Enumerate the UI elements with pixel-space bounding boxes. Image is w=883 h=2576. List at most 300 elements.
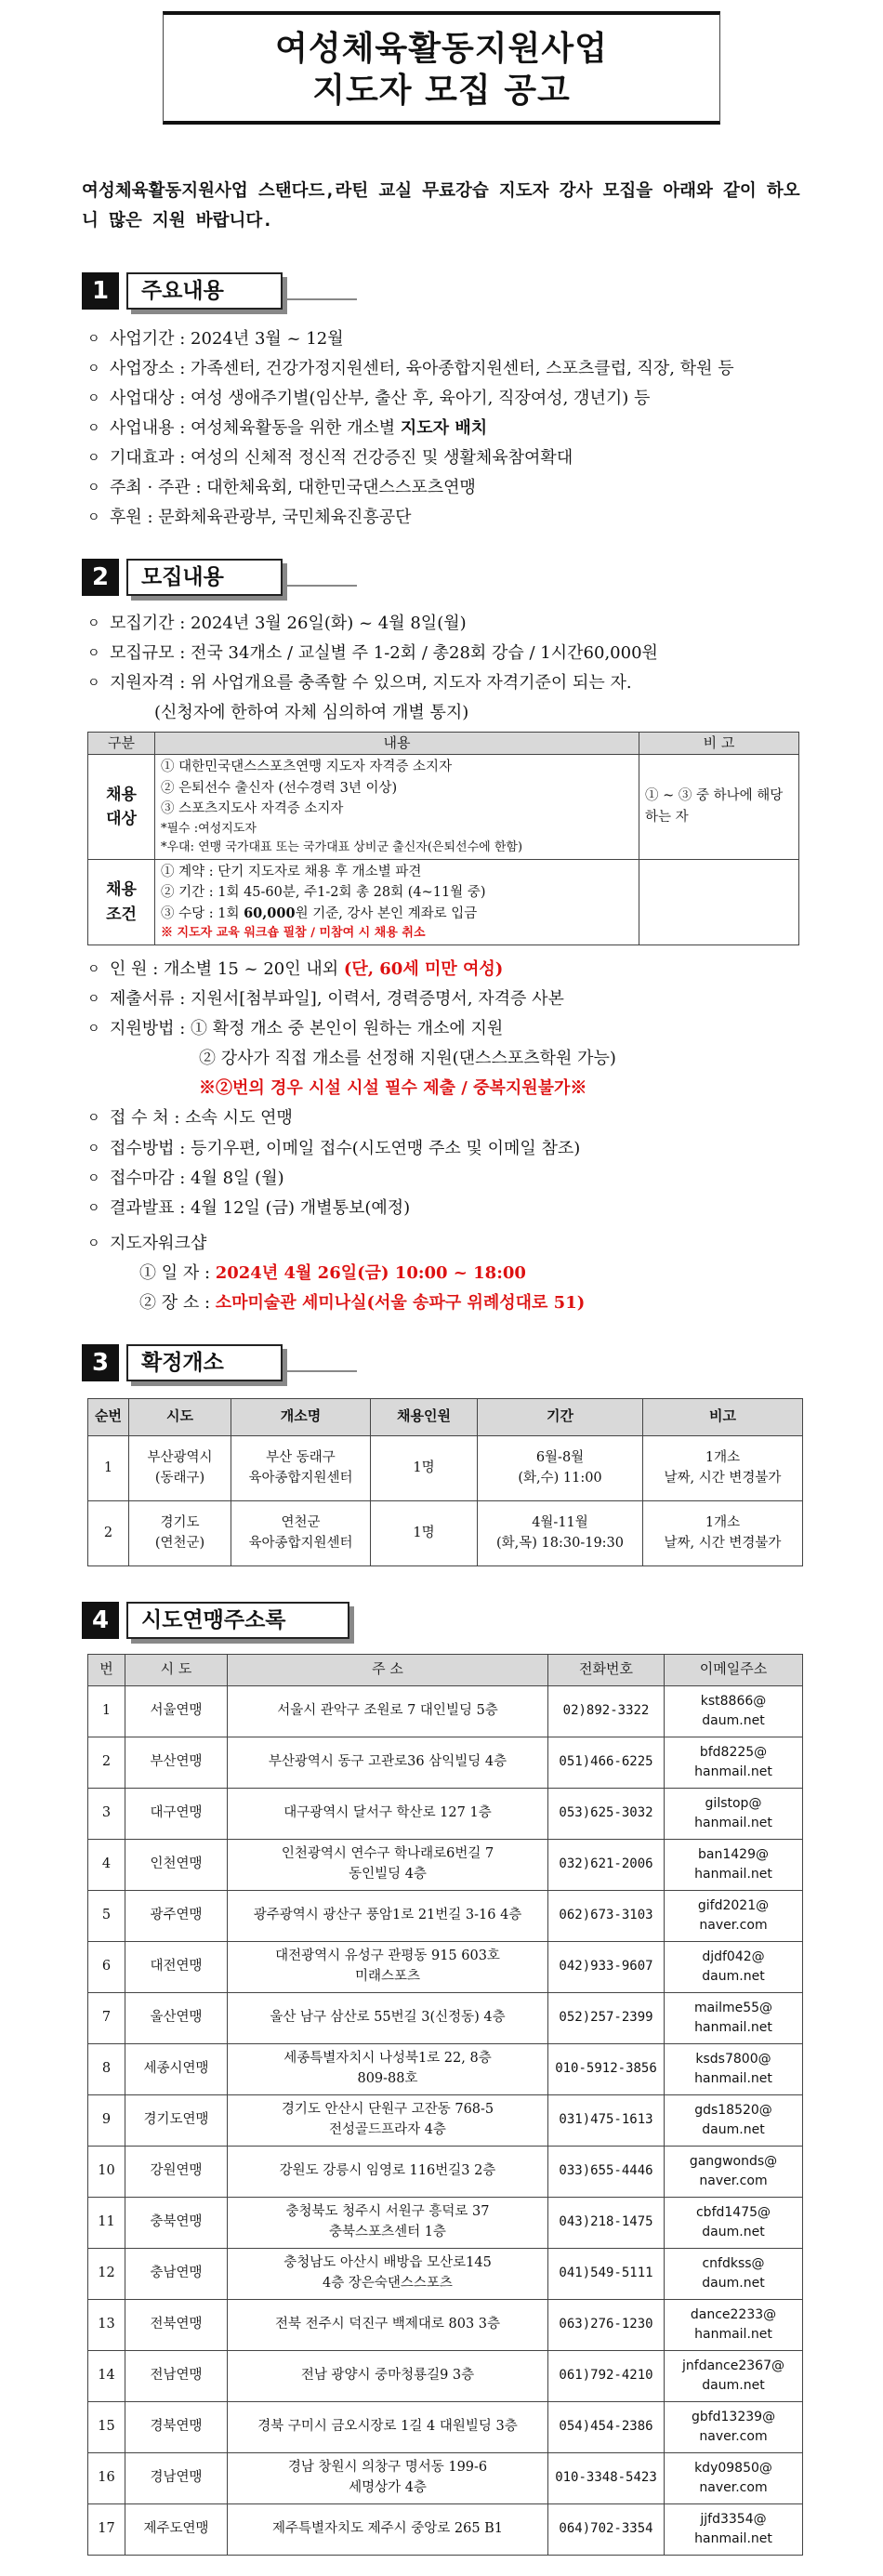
cell-no: 9: [88, 2094, 125, 2146]
red-note: (단, 60세 미만 여성): [343, 959, 504, 980]
title-line-1: 여성체육활동지원사업: [275, 30, 608, 68]
bullet-mark: ㅇ: [87, 1111, 100, 1127]
header-cell: 구분: [88, 733, 155, 755]
cell-org: 서울연맹: [125, 1685, 228, 1737]
section-2-details: [87, 955, 883, 1317]
cell-line: (동래구): [154, 1471, 205, 1486]
bullet-mark: ㅇ: [87, 480, 100, 495]
table-row: [88, 1435, 803, 1500]
cell-line: kst8866@: [700, 1693, 767, 1709]
bullet-mark: ㅇ: [87, 450, 100, 466]
cell-org: 전남연맹: [125, 2350, 228, 2401]
table-row: [88, 2350, 803, 2401]
cell-line: 동인빌딩 4층: [349, 1866, 427, 1882]
cell-phone: 010-3348-5423: [548, 2452, 665, 2503]
cell-no: 15: [88, 2401, 125, 2452]
cell-line: ban1429@: [698, 1846, 769, 1862]
federation-directory-body: [88, 1685, 803, 2555]
cell-no: 8: [88, 2043, 125, 2094]
cell-address: [228, 1737, 548, 1788]
section-1-header: [82, 271, 883, 311]
cell-count: 1명: [371, 1500, 478, 1565]
content-line: *필수 :여성지도자: [161, 821, 257, 836]
table-row: [88, 1941, 803, 1992]
cell-email[interactable]: [665, 2043, 803, 2094]
cell-line: 인천광역시 연수구 학나래로6번길 7: [281, 1846, 494, 1862]
cell-line: 경기도 안산시 단원구 고잔동 768-5: [281, 2102, 494, 2118]
cell-org: 강원연맹: [125, 2146, 228, 2197]
cell-no: 1: [88, 1685, 125, 1737]
cell-no: 17: [88, 2503, 125, 2555]
cell-phone: 054)454-2386: [548, 2401, 665, 2452]
cell-no: 2: [88, 1500, 129, 1565]
cell-no: 3: [88, 1788, 125, 1839]
cell-org: 제주도연맹: [125, 2503, 228, 2555]
list-item: [87, 984, 883, 1014]
table-row: [88, 2197, 803, 2248]
cell-note: [643, 1500, 803, 1565]
cell-line: 날짜, 시간 변경불가: [664, 1471, 782, 1486]
cell-org: 경북연맹: [125, 2401, 228, 2452]
cell-site-name: [231, 1435, 371, 1500]
table-row: [88, 2452, 803, 2503]
cell-line: 부산광역시 동구 고관로36 삼익빌딩 4층: [268, 1753, 507, 1769]
title-line-2: 지도자 모집 공고: [312, 72, 571, 110]
cell-address: [228, 2401, 548, 2452]
table-row: [88, 1685, 803, 1737]
section-3-header: [82, 1342, 883, 1383]
confirmed-sites-body: [88, 1435, 803, 1565]
cell-line: 대전광역시 유성구 관평동 915 603호: [275, 1949, 500, 1964]
bullet-mark: ㅇ: [87, 1022, 100, 1037]
cell-line: 연천군: [281, 1514, 321, 1530]
table-row: [88, 2094, 803, 2146]
cell-line: 1개소: [705, 1514, 741, 1530]
bold-amount: 60,000: [244, 905, 296, 921]
list-item: [87, 1194, 883, 1223]
cell-line: 1개소: [705, 1449, 741, 1465]
cell-line: 6월-8월: [535, 1449, 585, 1465]
cell-line: daum.net: [702, 1968, 765, 1984]
cell-line: (화,수) 11:00: [518, 1471, 602, 1486]
header-cell: 시 도: [125, 1654, 228, 1685]
row-label: 채용 대상: [88, 755, 155, 860]
header-cell: 전화번호: [548, 1654, 665, 1685]
cell-address: [228, 2197, 548, 2248]
intro-paragraph: 여성체육활동지원사업 스탠다드,라틴 교실 무료강습 지도자 강사 모집을 아래와 같이 하오니 많은 지원 바랍니다.: [82, 181, 800, 231]
cell-line: naver.com: [699, 1917, 768, 1933]
cell-line: hanmail.net: [694, 2326, 772, 2342]
cell-no: 7: [88, 1992, 125, 2043]
section-number: 1: [82, 272, 119, 310]
warning-line: ※ 지도자 교육 워크숍 필참 / 미참여 시 채용 취소: [161, 926, 426, 941]
list-item: [87, 384, 883, 414]
cell-email[interactable]: [665, 2197, 803, 2248]
cell-email[interactable]: [665, 2350, 803, 2401]
cell-phone: 063)276-1230: [548, 2299, 665, 2350]
federation-directory-table: [87, 1654, 803, 2556]
table-header-row: [88, 1654, 803, 1685]
cell-line: 4층 장은숙댄스스포츠: [323, 2275, 453, 2291]
cell-phone: 043)218-1475: [548, 2197, 665, 2248]
section-title: 시도연맹주소록: [126, 1602, 349, 1639]
text: 원 기준, 강사 본인 계좌로 입금: [295, 905, 478, 921]
cell-line: daum.net: [702, 1712, 765, 1728]
row-content: [155, 859, 639, 945]
list-item: [87, 354, 883, 384]
cell-line: 육아종합지원센터: [248, 1471, 353, 1486]
cell-line: 경북 구미시 금오시장로 1길 4 대원빌딩 3층: [257, 2418, 518, 2434]
requirements-table: [87, 732, 799, 945]
cell-line: gangwonds@: [689, 2153, 778, 2169]
cell-line: 경남 창원시 의창구 명서동 199-6: [287, 2460, 488, 2476]
cell-address: [228, 2043, 548, 2094]
section-divider: [283, 298, 357, 300]
cell-line: naver.com: [699, 2173, 768, 2188]
header-cell: 개소명: [231, 1398, 371, 1435]
cell-phone: 051)466-6225: [548, 1737, 665, 1788]
item-text: 접수방법 : 등기우편, 이메일 접수(시도연맹 주소 및 이메일 참조): [110, 1138, 581, 1158]
cell-org: 경남연맹: [125, 2452, 228, 2503]
label: ① 일 자 :: [139, 1262, 216, 1283]
cell-org: 광주연맹: [125, 1890, 228, 1941]
item-text: 제출서류 : 지원서[첨부파일], 이력서, 경력증명서, 자격증 사본: [110, 989, 564, 1010]
header-cell: 채용인원: [371, 1398, 478, 1435]
cell-line: mailme55@: [693, 2000, 773, 2015]
cell-line: hanmail.net: [694, 1764, 772, 1779]
cell-line: gds18520@: [694, 2102, 772, 2118]
table-row: [88, 1839, 803, 1890]
cell-line: 충북스포츠센터 1층: [329, 2224, 446, 2239]
table-row: [88, 755, 799, 860]
cell-org: 대구연맹: [125, 1788, 228, 1839]
cell-address: [228, 1941, 548, 1992]
table-row: [88, 2503, 803, 2555]
cell-no: 13: [88, 2299, 125, 2350]
text: 인 원 : 개소별 15 ~ 20인 내외: [110, 959, 344, 980]
bullet-mark: ㅇ: [87, 1170, 100, 1186]
cell-address: [228, 2146, 548, 2197]
item-text: 접수마감 : 4월 8일 (월): [110, 1168, 284, 1188]
cell-line: 제주특별자치도 제주시 중앙로 265 B1: [271, 2520, 504, 2536]
content-line: ① 대한민국댄스스포츠연맹 지도자 자격증 소지자: [161, 760, 453, 775]
item-text: 모집규모 : 전국 34개소 / 교실별 주 1-2회 / 총28회 강습 / 1시간60,000원: [110, 643, 658, 663]
warning-line: ※②번의 경우 시설 시설 필수 제출 / 중복지원불가※: [199, 1078, 587, 1099]
cell-line: gbfd13239@: [691, 2409, 776, 2424]
cell-phone: 062)673-3103: [548, 1890, 665, 1941]
table-row: [88, 2299, 803, 2350]
bullet-mark: ㅇ: [87, 676, 100, 692]
cell-line: hanmail.net: [694, 1866, 772, 1882]
date-value: 2024년 4월 26일(금) 10:00 ~ 18:00: [215, 1262, 526, 1283]
table-row: [88, 2401, 803, 2452]
confirmed-sites-table: [87, 1398, 803, 1566]
cell-no: 1: [88, 1435, 129, 1500]
cell-no: 6: [88, 1941, 125, 1992]
cell-line: hanmail.net: [694, 2070, 772, 2086]
cell-address: [228, 2094, 548, 2146]
bullet-mark: ㅇ: [87, 1200, 100, 1216]
cell-line: 날짜, 시간 변경불가: [664, 1536, 782, 1552]
cell-email[interactable]: [665, 1839, 803, 1890]
cell-line: daum.net: [702, 2121, 765, 2137]
table-row: [88, 1500, 803, 1565]
cell-email[interactable]: [665, 2452, 803, 2503]
label: ② 장 소 :: [139, 1292, 216, 1313]
cell-org: 경기도연맹: [125, 2094, 228, 2146]
cell-no: 11: [88, 2197, 125, 2248]
cell-line: daum.net: [702, 2224, 765, 2239]
cell-line: bfd8225@: [699, 1744, 768, 1760]
cell-line: jjfd3354@: [700, 2511, 767, 2527]
cell-line: 경기도: [160, 1514, 200, 1530]
cell-line: dance2233@: [690, 2306, 777, 2322]
table-header-row: [88, 1398, 803, 1435]
cell-line: (연천군): [154, 1536, 205, 1552]
bullet-mark: ㅇ: [87, 331, 100, 347]
bullet-mark: ㅇ: [87, 1141, 100, 1156]
cell-address: [228, 2452, 548, 2503]
cell-count: 1명: [371, 1435, 478, 1500]
cell-line: 전성골드프라자 4층: [329, 2121, 446, 2137]
cell-note: [643, 1435, 803, 1500]
cell-no: 4: [88, 1839, 125, 1890]
cell-line: hanmail.net: [694, 1815, 772, 1830]
cell-line: 광주광역시 광산구 풍암1로 21번길 3-16 4층: [253, 1907, 522, 1922]
bullet-mark: ㅇ: [87, 962, 100, 978]
cell-line: kdy09850@: [694, 2460, 772, 2476]
section-4-header: [82, 1600, 883, 1641]
cell-address: [228, 1788, 548, 1839]
item-text: 지도자워크샵: [110, 1233, 207, 1253]
table-row: [88, 2146, 803, 2197]
cell-no: 5: [88, 1890, 125, 1941]
item-text: 기대효과 : 여성의 신체적 정신적 건강증진 및 생활체육참여확대: [110, 447, 573, 468]
bold-text: 지도자 배치: [400, 417, 488, 438]
cell-region: [129, 1500, 231, 1565]
cell-line: 세종특별자치시 나성북1로 22, 8층: [283, 2051, 492, 2067]
table-row: [88, 2248, 803, 2299]
cell-email[interactable]: [665, 2401, 803, 2452]
cell-line: 세명상가 4층: [349, 2479, 427, 2495]
title-box: [163, 11, 720, 125]
cell-org: 울산연맹: [125, 1992, 228, 2043]
cell-email[interactable]: [665, 2503, 803, 2555]
cell-phone: 042)933-9607: [548, 1941, 665, 1992]
text: 사업내용 : 여성체육활동을 위한 개소별: [110, 417, 401, 438]
item-text: 지원자격 : 위 사업개요를 충족할 수 있으며, 지도자 자격기준이 되는 자.: [110, 673, 632, 694]
header-cell: 순번: [88, 1398, 129, 1435]
section-title: 확정개소: [126, 1344, 283, 1381]
cell-line: gilstop@: [705, 1795, 762, 1811]
cell-address: [228, 1839, 548, 1890]
table-row: [88, 1992, 803, 2043]
cell-org: 충북연맹: [125, 2197, 228, 2248]
section-1-list: [87, 324, 883, 533]
cell-org: 세종시연맹: [125, 2043, 228, 2094]
cell-line: 육아종합지원센터: [248, 1536, 353, 1552]
cell-line: naver.com: [699, 2428, 768, 2444]
cell-org: 충남연맹: [125, 2248, 228, 2299]
cell-email[interactable]: [665, 1737, 803, 1788]
item-text: 모집기간 : 2024년 3월 26일(화) ~ 4월 8일(월): [110, 613, 467, 633]
header-cell: 번: [88, 1654, 125, 1685]
cell-line: daum.net: [702, 2275, 765, 2291]
cell-org: 전북연맹: [125, 2299, 228, 2350]
cell-line: 충청남도 아산시 배방읍 모산로145: [283, 2255, 492, 2271]
row-note: [639, 859, 799, 945]
section-number: 4: [82, 1602, 119, 1639]
cell-line: 서울시 관악구 조원로 7 대인빌딩 5층: [277, 1702, 498, 1718]
cell-org: 부산연맹: [125, 1737, 228, 1788]
item-text: 사업대상 : 여성 생애주기별(임산부, 출산 후, 육아기, 직장여성, 갱년기) 등: [110, 388, 651, 408]
cell-email[interactable]: [665, 1941, 803, 1992]
cell-email[interactable]: [665, 2146, 803, 2197]
section-divider: [283, 1370, 357, 1372]
list-item: [87, 1134, 883, 1164]
cell-phone: 064)702-3354: [548, 2503, 665, 2555]
cell-email[interactable]: [665, 1685, 803, 1737]
content-line: ① 계약 : 단기 지도자로 채용 후 개소별 파견: [161, 864, 422, 879]
section-number: 3: [82, 1344, 119, 1381]
list-item: [87, 639, 883, 668]
cell-line: 전남 광양시 중마청룡길9 3층: [300, 2367, 475, 2383]
content-line: *우대: 연맹 국가대표 또는 국가대표 상비군 출신자(은퇴선수에 한함): [161, 839, 523, 854]
cell-address: [228, 2299, 548, 2350]
cell-phone: 033)655-4446: [548, 2146, 665, 2197]
bullet-mark: ㅇ: [87, 390, 100, 406]
row-label: 채용 조건: [88, 859, 155, 945]
cell-line: jnfdance2367@: [682, 2358, 784, 2373]
cell-address: [228, 1992, 548, 2043]
table-row: [88, 859, 799, 945]
item-text: [110, 955, 503, 984]
cell-email[interactable]: [665, 1788, 803, 1839]
content-line: ② 은퇴선수 출신자 (선수경력 3년 이상): [161, 780, 398, 796]
cell-address: [228, 2350, 548, 2401]
cell-line: 부산광역시: [147, 1449, 213, 1465]
bullet-mark: ㅇ: [87, 361, 100, 376]
cell-line: 충청북도 청주시 서원구 흥덕로 37: [285, 2204, 490, 2220]
item-text: 접 수 처 : 소속 시도 연맹: [110, 1108, 293, 1129]
bullet-mark: ㅇ: [87, 615, 100, 631]
content-line: ③ 스포츠지도사 자격증 소지자: [161, 801, 344, 817]
cell-line: 강원도 강릉시 임영로 116번길3 2층: [279, 2162, 496, 2178]
header-cell: 시도: [129, 1398, 231, 1435]
table-row: [88, 2043, 803, 2094]
workshop-date: [87, 1259, 883, 1288]
bullet-mark: ㅇ: [87, 992, 100, 1008]
cell-line: naver.com: [699, 2479, 768, 2495]
cell-region: [129, 1435, 231, 1500]
cell-no: 10: [88, 2146, 125, 2197]
place-value: 소마미술관 세미나실(서울 송파구 위례성대로 51): [215, 1292, 586, 1313]
cell-line: ksds7800@: [695, 2051, 771, 2067]
header-cell: 비 고: [639, 733, 799, 755]
cell-org: 대전연맹: [125, 1941, 228, 1992]
cell-line: hanmail.net: [694, 2019, 772, 2035]
cell-line: 미래스포츠: [354, 1968, 421, 1984]
cell-line: cnfdkss@: [702, 2255, 765, 2271]
cell-email[interactable]: [665, 1992, 803, 2043]
cell-address: [228, 1890, 548, 1941]
list-item: [87, 1229, 883, 1259]
item-subtext: (신청자에 한하여 자체 심의하여 개별 통지): [154, 703, 469, 723]
bullet-mark: ㅇ: [87, 420, 100, 436]
cell-phone: 010-5912-3856: [548, 2043, 665, 2094]
cell-line: 전북 전주시 덕진구 백제대로 803 3층: [274, 2316, 501, 2332]
table-row: [88, 1890, 803, 1941]
cell-no: 14: [88, 2350, 125, 2401]
workshop-place: [87, 1288, 883, 1318]
item-text: 주최 · 주관 : 대한체육회, 대한민국댄스스포츠연맹: [110, 477, 476, 497]
bullet-mark: ㅇ: [87, 509, 100, 525]
cell-email[interactable]: [665, 1890, 803, 1941]
cell-address: [228, 2503, 548, 2555]
cell-line: daum.net: [702, 2377, 765, 2393]
list-item: [87, 324, 883, 354]
cell-phone: 053)625-3032: [548, 1788, 665, 1839]
cell-email[interactable]: [665, 2094, 803, 2146]
header-cell: 기간: [478, 1398, 643, 1435]
header-cell: 비고: [643, 1398, 803, 1435]
header-cell: 이메일주소: [665, 1654, 803, 1685]
list-item: [87, 668, 883, 698]
bullet-mark: ㅇ: [87, 1235, 100, 1251]
section-number: 2: [82, 559, 119, 596]
cell-line: gifd2021@: [697, 1897, 770, 1913]
list-item: [87, 609, 883, 639]
cell-phone: 041)549-5111: [548, 2248, 665, 2299]
row-content: [155, 755, 639, 860]
header-cell: 내용: [155, 733, 639, 755]
cell-address: [228, 2248, 548, 2299]
content-line: [161, 904, 633, 924]
cell-line: djdf042@: [702, 1949, 765, 1964]
section-title: 모집내용: [126, 559, 283, 596]
table-row: [88, 1788, 803, 1839]
item-text: 결과발표 : 4월 12일 (금) 개별통보(예정): [110, 1197, 411, 1218]
text: ③ 수당 : 1회: [161, 905, 244, 921]
cell-line: cbfd1475@: [695, 2204, 771, 2220]
cell-email[interactable]: [665, 2248, 803, 2299]
cell-email[interactable]: [665, 2299, 803, 2350]
cell-site-name: [231, 1500, 371, 1565]
cell-phone: 061)792-4210: [548, 2350, 665, 2401]
item-text: [110, 414, 487, 443]
section-divider: [283, 585, 357, 587]
content-line: ② 기간 : 1회 45-60분, 주1-2회 총 28회 (4~11월 중): [161, 885, 486, 901]
cell-line: 809-88호: [357, 2070, 418, 2086]
list-item: [87, 503, 883, 533]
cell-line: 대구광역시 달서구 학산로 127 1층: [283, 1804, 492, 1820]
cell-org: 인천연맹: [125, 1839, 228, 1890]
list-item: [87, 414, 883, 443]
table-row: [88, 1737, 803, 1788]
cell-line: 부산 동래구: [266, 1449, 336, 1465]
list-item: [87, 1164, 883, 1194]
header-cell: 주 소: [228, 1654, 548, 1685]
section-title: 주요내용: [126, 272, 283, 310]
section-2-header: [82, 557, 883, 598]
cell-phone: 052)257-2399: [548, 1992, 665, 2043]
cell-period: [478, 1500, 643, 1565]
item-subtext: ② 강사가 직접 개소를 선정해 지원(댄스스포츠학원 가능): [199, 1049, 616, 1069]
cell-phone: 032)621-2006: [548, 1839, 665, 1890]
cell-address: [228, 1685, 548, 1737]
cell-phone: 031)475-1613: [548, 2094, 665, 2146]
cell-line: 울산 남구 삼산로 55번길 3(신정동) 4층: [270, 2009, 506, 2025]
